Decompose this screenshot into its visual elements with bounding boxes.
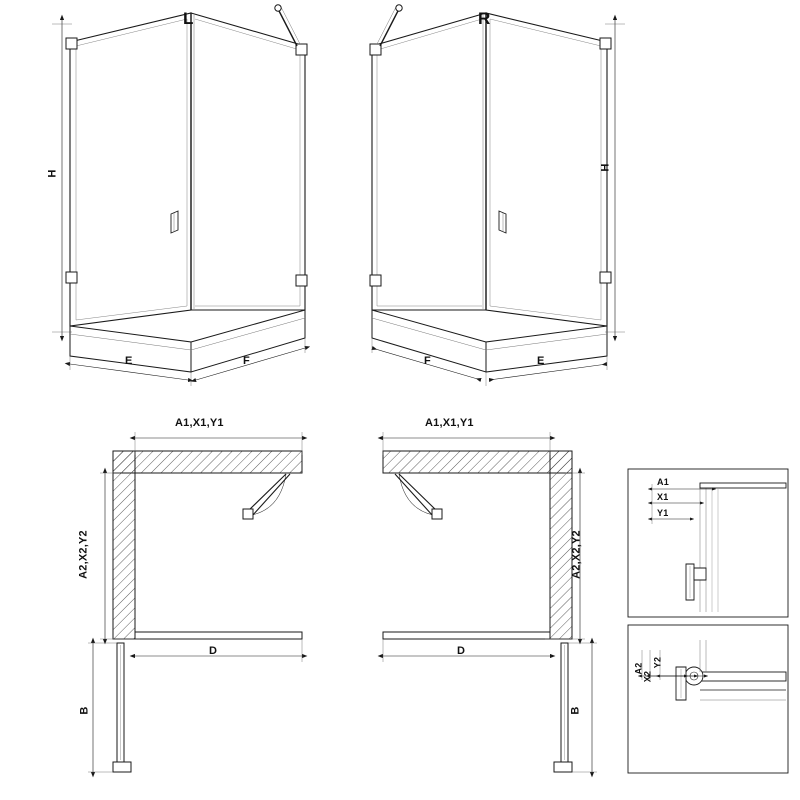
- right-tray-side-a: [486, 326, 607, 372]
- detail-bottom-frame: [628, 625, 788, 773]
- plan-left-door-handle: [113, 762, 131, 772]
- label-detail-y2: Y2: [652, 656, 663, 669]
- stabiliser-bar-edge: [280, 5, 300, 44]
- label-panel-e-left: E: [125, 355, 133, 367]
- plan-view-right: [383, 432, 597, 772]
- isometric-view-left: [52, 5, 307, 386]
- label-height-right: H: [599, 163, 612, 172]
- stabiliser-bar-right-view: [380, 7, 400, 46]
- hinge-top-left-view: [370, 44, 381, 55]
- stabiliser-wall-mount: [275, 5, 281, 11]
- detail-view-top: [628, 469, 788, 617]
- hinge-bottom-right-view: [600, 272, 611, 283]
- plan-right-wall-side: [550, 451, 572, 639]
- left-panel-inner-line: [76, 19, 187, 320]
- detail-top-hinge-plate: [694, 568, 706, 580]
- door-handle-right-view: [499, 211, 506, 233]
- plan-right-door-handle: [554, 762, 572, 772]
- left-door-glass: [191, 13, 305, 310]
- label-plan-left-side: A2,X2,Y2: [77, 530, 90, 579]
- label-detail-x2: X2: [642, 670, 653, 683]
- label-height-left: H: [46, 169, 59, 178]
- plan-left-swing-pivot: [243, 509, 253, 519]
- right-panel-inner-line: [490, 19, 601, 320]
- hinge-bottom-left-view: [370, 275, 381, 286]
- label-plan-left-top: A1,X1,Y1: [175, 417, 224, 429]
- detail-bottom-profile: [700, 672, 786, 681]
- plan-right-swing-pivot: [432, 509, 442, 519]
- label-plan-right-b: B: [569, 706, 582, 715]
- detail-view-bottom: [628, 625, 788, 773]
- label-detail-a2: A2: [633, 662, 644, 675]
- plan-left-swing-arm-2: [252, 474, 290, 516]
- plan-left-wall-top: [113, 451, 302, 473]
- right-door-inner-line: [377, 19, 482, 306]
- plan-left-wall-side: [113, 451, 135, 639]
- left-door-inner-line: [195, 19, 300, 306]
- label-view-left: L: [183, 9, 194, 28]
- plan-right-swing-arm-2: [395, 474, 433, 516]
- stabiliser-bar-left-view: [277, 7, 297, 46]
- label-plan-right-top: A1,X1,Y1: [425, 417, 474, 429]
- hinge-top-right-view: [600, 38, 611, 49]
- stabiliser-bar-right-edge: [377, 5, 397, 44]
- label-plan-right-side: A2,X2,Y2: [570, 530, 583, 579]
- hinge-bottom-right: [296, 275, 307, 286]
- label-panel-e-right: E: [537, 355, 545, 367]
- label-view-right: R: [478, 9, 491, 28]
- hinge-bottom-left: [66, 272, 77, 283]
- right-panel-glass: [486, 13, 607, 326]
- right-tray-inner-edge: [372, 318, 607, 350]
- hinge-top-left: [66, 38, 77, 49]
- label-detail-a1: A1: [657, 477, 669, 487]
- dimension-line-f-left: [196, 348, 305, 380]
- label-panel-f-right: F: [424, 355, 431, 367]
- door-handle-left-view: [171, 211, 178, 233]
- left-tray-inner-edge: [70, 318, 305, 350]
- label-plan-left-b: B: [78, 706, 91, 715]
- label-detail-x1: X1: [657, 492, 669, 502]
- plan-left-fixed-panel: [135, 632, 302, 639]
- isometric-view-right: [370, 5, 625, 386]
- left-panel-glass: [70, 13, 191, 326]
- label-panel-f-left: F: [243, 355, 250, 367]
- plan-view-left: [88, 432, 302, 772]
- plan-right-wall-top: [383, 451, 572, 473]
- label-plan-right-d: D: [457, 645, 466, 657]
- detail-top-profile: [700, 483, 786, 488]
- dimension-line-e-right: [489, 364, 607, 380]
- label-plan-left-d: D: [209, 645, 218, 657]
- stabiliser-wall-mount-right: [396, 5, 402, 11]
- hinge-top-right: [296, 44, 307, 55]
- right-door-glass: [372, 13, 486, 310]
- label-detail-y1: Y1: [657, 508, 669, 518]
- plan-right-fixed-panel: [383, 632, 550, 639]
